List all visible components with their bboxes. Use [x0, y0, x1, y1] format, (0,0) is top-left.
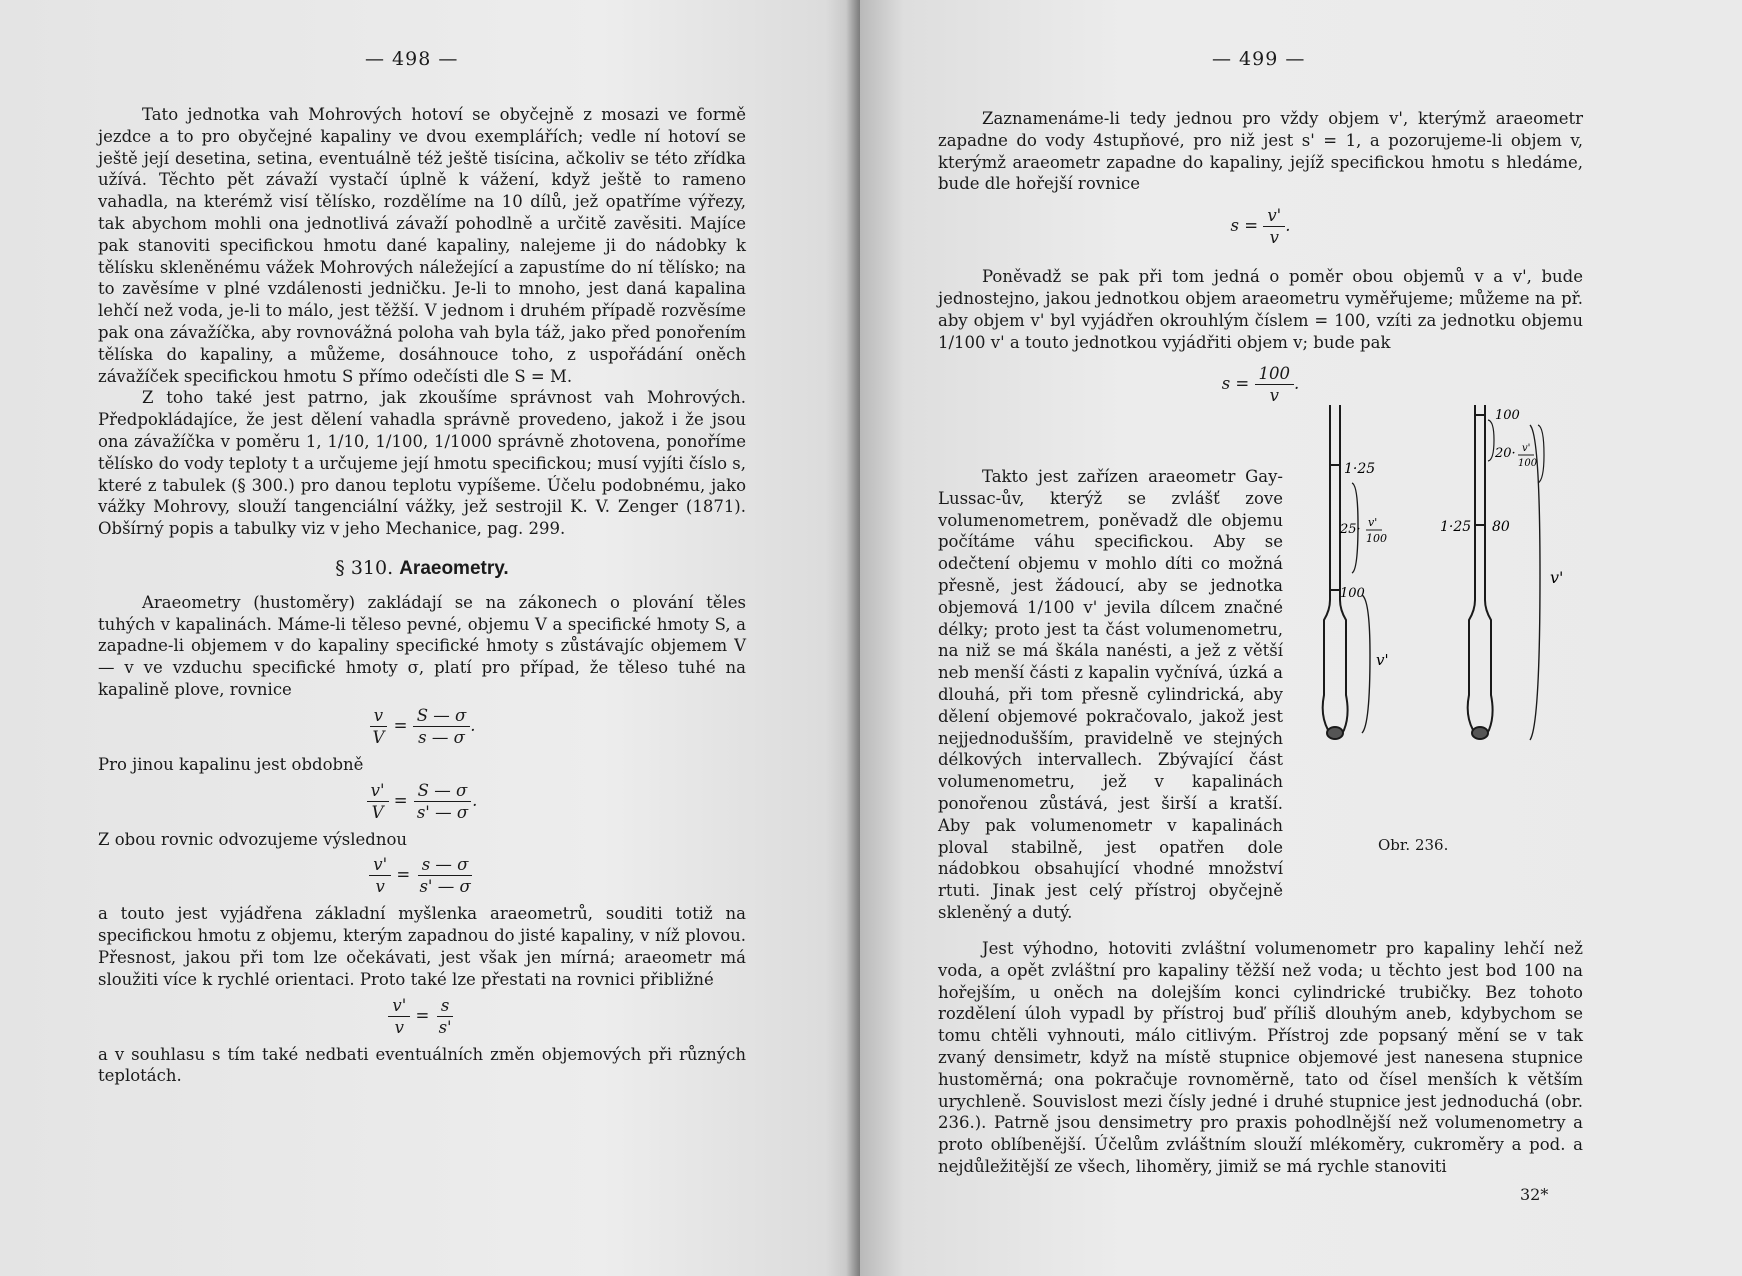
label-1-25-right: 1·25 — [1440, 519, 1472, 535]
right-page — [860, 0, 1742, 1276]
paragraph-temperature: a v souhlasu s tím také nedbati eventuálních změn objemových při různých teplotách. — [98, 1044, 746, 1086]
equation-1: $\frac{v}{V}$ = $\frac{S — \sigma}{s — \sigma}$ . — [98, 705, 746, 748]
eq2-left-num: v' — [367, 780, 389, 802]
label-20: 20· — [1495, 446, 1516, 461]
page-number-498: — 498 — — [365, 48, 459, 70]
paragraph-densimeter: Jest výhodno, hotoviti zvláštní volumenometr pro kapaliny lehčí než voda, a opět zvláštní pro kapaliny těžší než voda; u těchto jest bod 100 na hořejším, u oněch na dolejším konci cylindrické trubičky. Bez tohoto rozdělení úloh vypadl by přístroj buď příliš dlouhým aneb, kdybychom se tomu chtěli vyhnouti, málo citlivým. Přístroj zde popsaný mění se v tak zvaný densimetr, když na místě stupnice objemové jest nanesena stupnice hustoměrná; ona pokračuje rovnoměrně, tato od čísel menších k větším urychleně. Souvislost mezi čísly jedné i druhé stupnice jest jednoduchá (obr. 236.). Patrně jsou densimetry pro praxis pohodlnější než volumenometry a proto oblíbenější. Účelům zvláštním slouží mlékoměry, cukroměry a pod. a nejdůležitější ze všech, lihoměry, jimiž se má rychle stanoviti — [938, 939, 1583, 1176]
paragraph-other-liquid: Pro jinou kapalinu jest obdobně — [98, 754, 364, 774]
page-number-499: — 499 — — [1212, 48, 1306, 70]
label-25-num: v' — [1368, 516, 1378, 529]
label-1-25-left: 1·25 — [1344, 461, 1376, 477]
right-body-bottom — [938, 938, 1583, 1178]
label-100-top: 100 — [1495, 408, 1520, 423]
eq3-left-num: v' — [369, 854, 391, 876]
volumenometer-left — [1323, 405, 1348, 739]
paragraph-mohr-test: Z toho také jest patrno, jak zkoušíme správnost vah Mohrových. Předpokládajíce, že jest dělení vahadla správně provedeno, jakož i že jsou ona závažíčka v poměru 1, 1/10, 1/100, 1/1000 správně zhotovena, ponoříme tělísko do vody teploty t a určujeme její hmotu specifickou; musí vyjíti číslo s, které z tabulek (§ 300.) pro danou teplotu vypíšeme. Účelu podobnému, jako vážky Mohrovy, slouží tangenciální vážky, jež sestrojil K. V. Zenger (1871). Obšírný popis a tabulky viz v jeho Mechanice, pag. 299. — [98, 388, 746, 539]
eq4-right-den: s' — [438, 1017, 452, 1037]
eq4-left-den: v — [394, 1017, 404, 1037]
equation-2: $\frac{v'}{V}$ = $\frac{S — \sigma}{s' — \sigma}$ . — [98, 780, 746, 823]
eq3-right-den: s' — σ — [419, 877, 471, 897]
label-80: 80 — [1492, 519, 1510, 535]
eq1-left-num: v — [370, 705, 387, 727]
eq-r1-den: v — [1269, 228, 1279, 248]
section-number: § 310. — [335, 556, 394, 579]
left-body — [98, 104, 746, 1087]
eq2-left-den: V — [371, 802, 384, 822]
equation-4: $\frac{v'}{v}$ = $\frac{s}{s'}$ — [98, 995, 746, 1038]
signature-mark: 32* — [1520, 1185, 1549, 1204]
paragraph-note-volume: Zaznamenáme-li tedy jednou pro vždy objem v', kterýmž araeometr zapadne do vody 4stupňové, pro niž jest s' = 1, a pozorujeme-li objem v, kterýmž araeometr zapadne do kapaliny, jejíž specifickou hmotu s hledáme, bude dle hořejší rovnice — [938, 109, 1583, 194]
eq2-right-den: s' — σ — [416, 802, 469, 822]
eq1-right-num: S — σ — [413, 705, 471, 727]
section-heading — [98, 558, 746, 580]
eq1-left-den: V — [372, 727, 385, 747]
eq-r1-num: v' — [1263, 205, 1285, 227]
section-title: Araeometry. — [399, 557, 509, 579]
eq-r2-den: v — [1269, 386, 1279, 406]
eq-r2-num: 100 — [1255, 363, 1295, 385]
eq2-right-num: S — σ — [414, 780, 472, 802]
right-body-top — [938, 108, 1583, 414]
label-25-den: 100 — [1366, 532, 1387, 545]
label-25: 25· — [1340, 522, 1361, 537]
label-20-num: v' — [1522, 443, 1531, 454]
figure-236-volumenometers — [1300, 395, 1720, 865]
left-page — [0, 0, 860, 1276]
paragraph-araeometry-intro: Araeometry (hustoměry) zakládají se na zákonech o plování těles tuhých v kapalinách. Máme-li těleso pevné, objemu V a specifické hmoty S, a zapadne-li objemem v do kapaliny specifické hmoty s zůstávajíc objemem V — v ve vzduchu specifické hmoty σ, platí pro případ, že těleso tuhé na kapalině plove, rovnice — [98, 592, 746, 699]
eq-r1-lhs: s = — [1230, 216, 1259, 236]
equation-r1: s = $\frac{v'}{v}$ . — [1230, 206, 1291, 248]
label-v-prime-left: v' — [1376, 651, 1389, 669]
figure-caption: Obr. 236. — [1378, 836, 1449, 854]
equation-3: $\frac{v'}{v}$ = $\frac{s — \sigma}{s' — \sigma}$ — [98, 854, 746, 897]
paragraph-gay-lussac: Takto jest zařízen araeometr Gay-Lussac-ův, kterýž se zvlášť zove volumenometrem, poněvadž dle objemu počítáme váhu specifickou. Aby se odečtení objemu v mohlo díti co možná přesně, jest žádoucí, aby se jednotka objemová 1/100 v' jevila dílcem značné délky; proto jest ta část volumenometru, na niž se má škála nanésti, a jež z větší neb menší části z kapalin vyčnívá, úzká a dlouhá, při tom přesně cylindrická, aby dělení objemové pokračovalo, jakož jest nejjednodušším, pravidelně ve stejných délkových intervallech. Zbývající část volumenometru, jež v kapalinách ponořenou zůstává, jest širší a kratší. Aby pak volumenometr v kapalinách ploval stabilně, jest opatřen dole nádobkou obsahující vhodné množství rtuti. Jinak jest celý přístroj obyčejně skleněný a dutý. — [938, 467, 1283, 922]
paragraph-both-equations: Z obou rovnic odvozujeme výslednou — [98, 829, 408, 849]
eq4-right-num: s — [437, 995, 453, 1017]
volumenometer-right — [1468, 405, 1493, 739]
eq1-right-den: s — σ — [418, 727, 465, 747]
label-v-prime-right: v' — [1550, 568, 1564, 587]
paragraph-ratio: Poněvadž se pak při tom jedná o poměr obou objemů v a v', bude jednostejno, jakou jednotkou objem araeometru vyměřujeme; můžeme na př. aby objem v' byl vyjádřen okrouhlým číslem = 100, vzíti za jednotku objemu 1/100 v' a touto jednotkou vyjádřiti objem v; bude pak — [938, 267, 1583, 352]
label-100-low: 100 — [1340, 586, 1365, 601]
eq3-left-den: v — [375, 877, 385, 897]
paragraph-basic-idea: a touto jest vyjádřena základní myšlenka araeometrů, souditi totiž na specifickou hmotu z objemu, kterým zapadnou do jisté kapaliny, v níž plovou. Přesnost, jakou při tom lze očekávati, jest však jen mírná; araeometr má sloužiti více k rychlé orientaci. Proto také lze přestati na rovnici přibližné — [98, 904, 746, 989]
paragraph-mohr-weights: Tato jednotka vah Mohrových hotoví se obyčejně z mosazi ve formě jezdce a to pro obyčejné kapaliny ve dvou exemplářích; vedle ní hotoví se ještě její desetina, setina, eventuálně též ještě tisícina, ačkoliv se této zřídka užívá. Těchto pět závaží vystačí úplně k vážení, když ještě to rameno vahadla, na kterémž visí tělísko, rozdělíme na 10 dílů, jež opatříme výřezy, tak abychom mohli ona jednotlivá závaží pohodlně a určitě zavěsiti. Majíce pak stanoviti specifickou hmotu dané kapaliny, nalejeme ji do nádobky k tělísku skleněnému vážek Mohrových náležející a zapustíme do ní tělísko; na to zavěsíme v plné vzdálenosti jedničku. Je-li to mnoho, jest daná kapalina lehčí než voda, je-li to málo, jest těžší. V jednom i druhém případě rozvěsíme pak ona závažíčka, aby rovnovážná poloha vah byla táž, jako před ponořením tělíska do kapaliny, a můžeme, dosáhnouce toho, z uspořádání oněch závažíček specifickou hmotu S přímo odečísti dle S = M. — [98, 105, 746, 386]
eq-r2-lhs: s = — [1221, 374, 1250, 394]
eq3-right-num: s — σ — [418, 854, 473, 876]
equation-r2: s = $\frac{100}{v}$ . — [1221, 364, 1300, 406]
right-body-column — [938, 466, 1283, 924]
eq4-left-num: v' — [388, 995, 410, 1017]
label-20-den: 100 — [1518, 458, 1538, 469]
